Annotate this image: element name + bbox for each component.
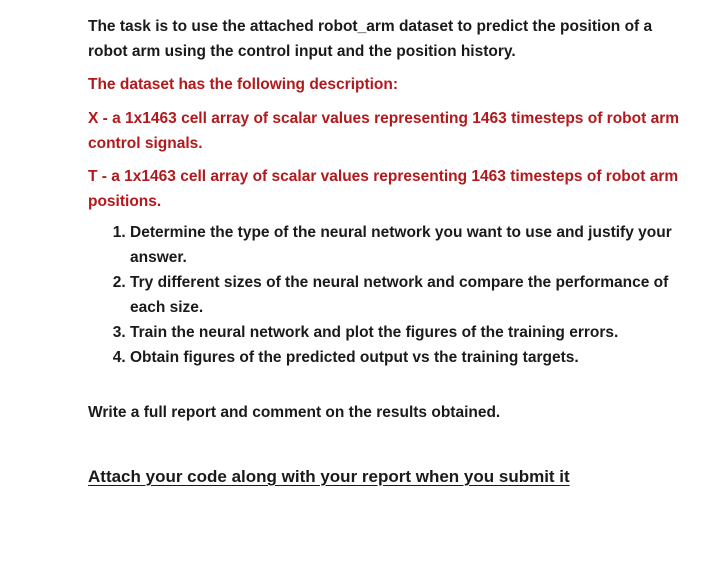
task-item: 1. Determine the type of the neural network you want to use and justify your answer. bbox=[130, 220, 688, 270]
task-item: 4. Obtain figures of the predicted output vs the training targets. bbox=[130, 345, 688, 370]
assignment-document bbox=[88, 14, 688, 489]
task-item: 3. Train the neural network and plot the figures of the training errors. bbox=[130, 320, 688, 345]
task-item: 2. Try different sizes of the neural network and compare the performance of each size. bbox=[130, 270, 688, 320]
task-list bbox=[88, 220, 688, 370]
closing-instruction: Write a full report and comment on the results obtained. bbox=[88, 404, 501, 421]
dataset-heading: The dataset has the following description: bbox=[88, 76, 399, 93]
dataset-x-description: X - a 1x1463 cell array of scalar values representing 1463 timesteps of robot arm control signals. bbox=[88, 110, 680, 152]
intro-paragraph: The task is to use the attached robot_arm dataset to predict the position of a robot arm using the control input and the position history. bbox=[88, 18, 653, 60]
dataset-t-description: T - a 1x1463 cell array of scalar values representing 1463 timesteps of robot arm positions. bbox=[88, 168, 679, 210]
attach-code-note: Attach your code along with your report when you submit it bbox=[88, 467, 570, 486]
